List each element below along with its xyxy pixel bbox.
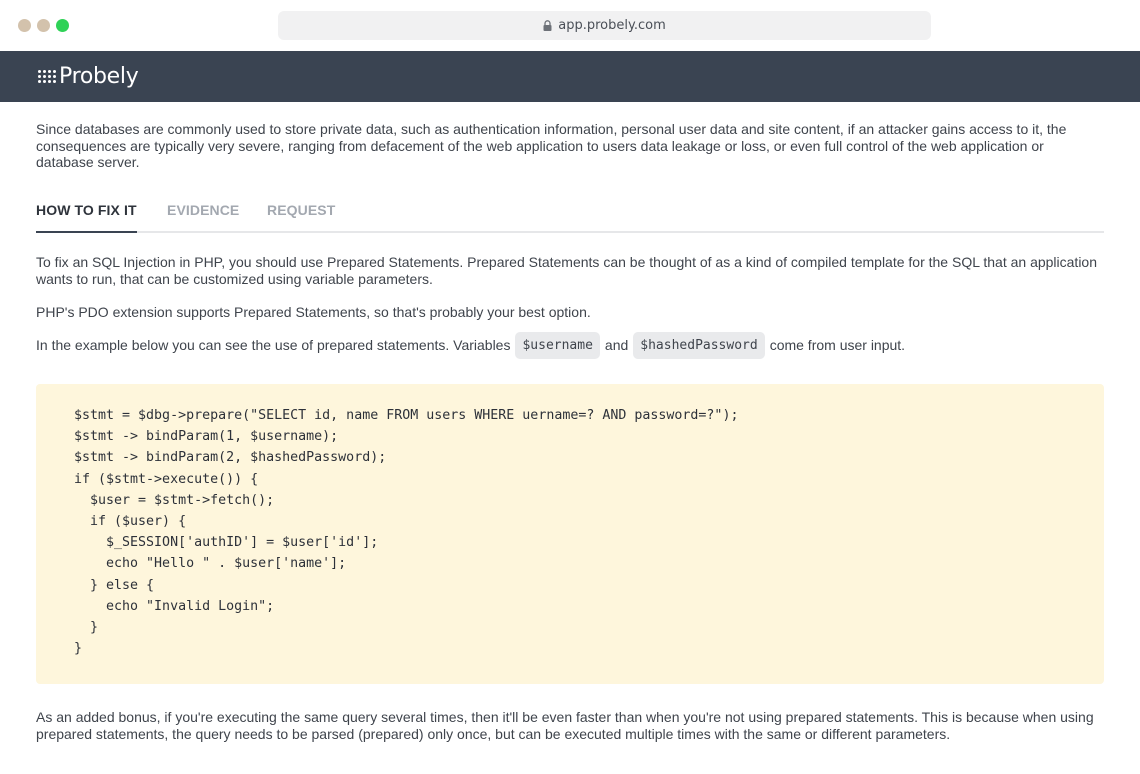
tab-evidence[interactable]: EVIDENCE bbox=[167, 202, 240, 218]
details-tabs bbox=[36, 202, 1104, 233]
logo-text: Probely bbox=[59, 64, 139, 89]
fix-paragraph-3 bbox=[36, 332, 1104, 359]
tab-how-to-fix-it[interactable]: HOW TO FIX IT bbox=[36, 202, 137, 231]
window-controls bbox=[18, 19, 69, 32]
fix-paragraph-3-text: In the example below you can see the use of prepared statements. Variables bbox=[36, 337, 511, 353]
impact-description: Since databases are commonly used to store private data, such as authentication information, personal user data and site content, if an attacker gains access to it, the consequences are typically very severe, ranging from defacement of the web application to users data leakage or loss, or even full control of the web application or database server. bbox=[36, 121, 1067, 170]
fix-paragraph-3-end: come from user input. bbox=[769, 337, 906, 353]
app-header bbox=[0, 51, 1140, 102]
address-bar[interactable] bbox=[278, 11, 931, 40]
logo-dots-icon bbox=[38, 70, 56, 83]
url-text: app.probely.com bbox=[558, 18, 666, 33]
tab-request[interactable]: REQUEST bbox=[267, 202, 336, 218]
probely-logo[interactable] bbox=[38, 64, 138, 89]
code-example bbox=[36, 384, 1104, 684]
lock-icon bbox=[543, 20, 552, 31]
fix-paragraph-1: To fix an SQL Injection in PHP, you should use Prepared Statements. Prepared Statements can be thought of as a kind of compiled template for the SQL that an application wants to run, that can be customized using variable parameters. bbox=[36, 254, 1098, 287]
fix-paragraph-3-and: and bbox=[604, 337, 629, 353]
browser-chrome bbox=[0, 0, 1140, 51]
minimize-window-button[interactable] bbox=[37, 19, 50, 32]
fix-paragraph-4: As an added bonus, if you're executing the same query several times, then it'll be even faster than when you're not using prepared statements. This is because when using prepared statements, the query needs to be parsed (prepared) only once, but can be executed multiple times with the same or different parameters. bbox=[36, 709, 1094, 742]
inline-code-username: $username bbox=[515, 332, 599, 359]
maximize-window-button[interactable] bbox=[56, 19, 69, 32]
fix-paragraph-2: PHP's PDO extension supports Prepared Statements, so that's probably your best option. bbox=[36, 304, 591, 320]
code-example-text[interactable]: $stmt = $dbg->prepare("SELECT id, name FROM users WHERE uername=? AND password=?"); $stmt -> bindParam(1, $username); $stmt -> bindParam(2, $hashedPassword); if ($stmt->execute()) { $user = $stmt->fetch(); if ($user) { $_SESSION['authID'] = $user['id']; echo "Hello " . $user['name']; } else { echo "Invalid Login"; } } bbox=[74, 408, 739, 657]
close-window-button[interactable] bbox=[18, 19, 31, 32]
inline-code-hashed-password: $hashedPassword bbox=[633, 332, 764, 359]
